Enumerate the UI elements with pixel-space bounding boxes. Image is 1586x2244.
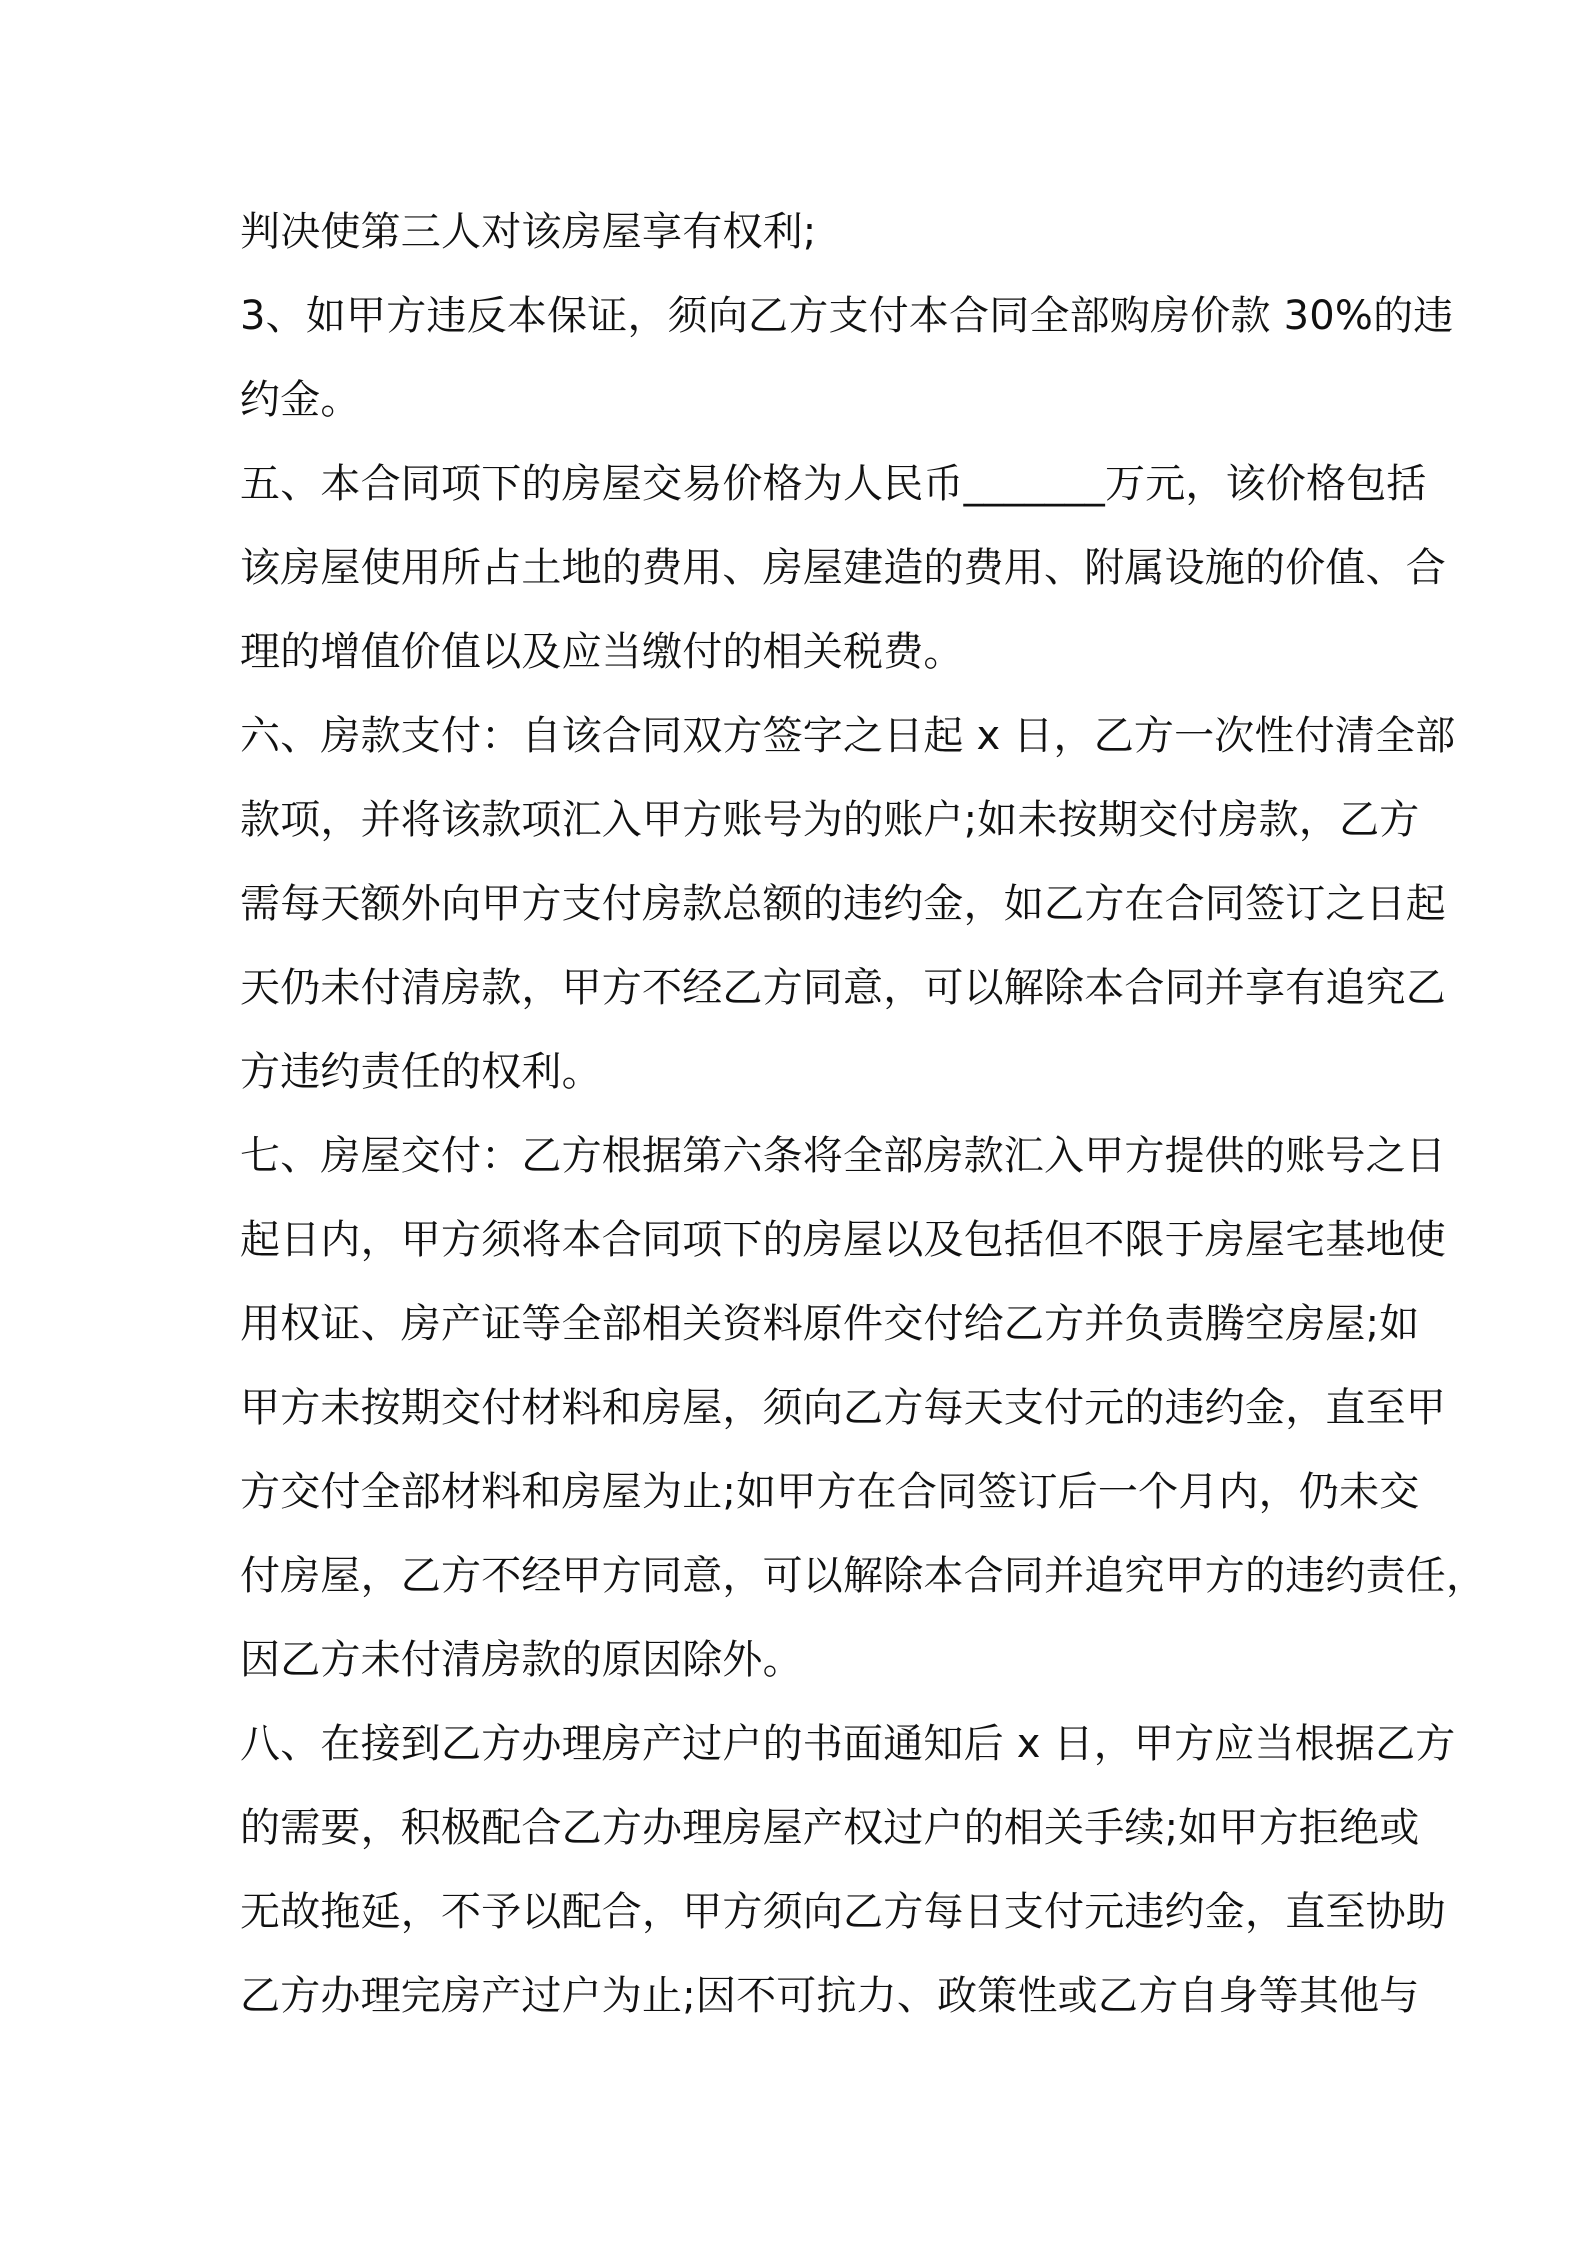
text-line: 理的增值价值以及应当缴付的相关税费。 xyxy=(240,629,964,675)
text-line: 约金。 xyxy=(240,377,361,423)
text-line: 五、本合同项下的房屋交易价格为人民币_______万元，该价格包括 xyxy=(240,461,1427,507)
text-line: 方违约责任的权利。 xyxy=(240,1049,602,1095)
text-line: 乙方办理完房产过户为止;因不可抗力、政策性或乙方自身等其他与 xyxy=(240,1973,1420,2019)
text-line: 需每天额外向甲方支付房款总额的违约金，如乙方在合同签订之日起 xyxy=(240,881,1446,927)
text-line: 因乙方未付清房款的原因除外。 xyxy=(240,1637,803,1683)
text-line: 付房屋，乙方不经甲方同意，可以解除本合同并追究甲方的违约责任， xyxy=(240,1553,1487,1599)
text-line: 判决使第三人对该房屋享有权利; xyxy=(240,209,817,255)
text-line: 3、如甲方违反本保证，须向乙方支付本合同全部购房价款 30%的违 xyxy=(240,293,1454,339)
text-line: 甲方未按期交付材料和房屋，须向乙方每天支付元的违约金，直至甲 xyxy=(240,1385,1446,1431)
text-line: 该房屋使用所占土地的费用、房屋建造的费用、附属设施的价值、合 xyxy=(240,545,1446,591)
text-line: 七、房屋交付：乙方根据第六条将全部房款汇入甲方提供的账号之日 xyxy=(240,1133,1446,1179)
text-line: 八、在接到乙方办理房产过户的书面通知后 x 日，甲方应当根据乙方 xyxy=(240,1721,1456,1767)
text-line: 无故拖延，不予以配合，甲方须向乙方每日支付元违约金，直至协助 xyxy=(240,1889,1446,1935)
text-line: 起日内，甲方须将本合同项下的房屋以及包括但不限于房屋宅基地使 xyxy=(240,1217,1446,1263)
text-line: 用权证、房产证等全部相关资料原件交付给乙方并负责腾空房屋;如 xyxy=(240,1301,1420,1347)
text-line: 六、房款支付：自该合同双方签字之日起 x 日，乙方一次性付清全部 xyxy=(240,713,1456,759)
text-line: 款项，并将该款项汇入甲方账号为的账户;如未按期交付房款，乙方 xyxy=(240,797,1420,843)
text-line: 的需要，积极配合乙方办理房屋产权过户的相关手续;如甲方拒绝或 xyxy=(240,1805,1420,1851)
contract-text-block xyxy=(240,190,1487,2038)
text-line: 天仍未付清房款，甲方不经乙方同意，可以解除本合同并享有追究乙 xyxy=(240,965,1446,1011)
text-line: 方交付全部材料和房屋为止;如甲方在合同签订后一个月内，仍未交 xyxy=(240,1469,1420,1515)
